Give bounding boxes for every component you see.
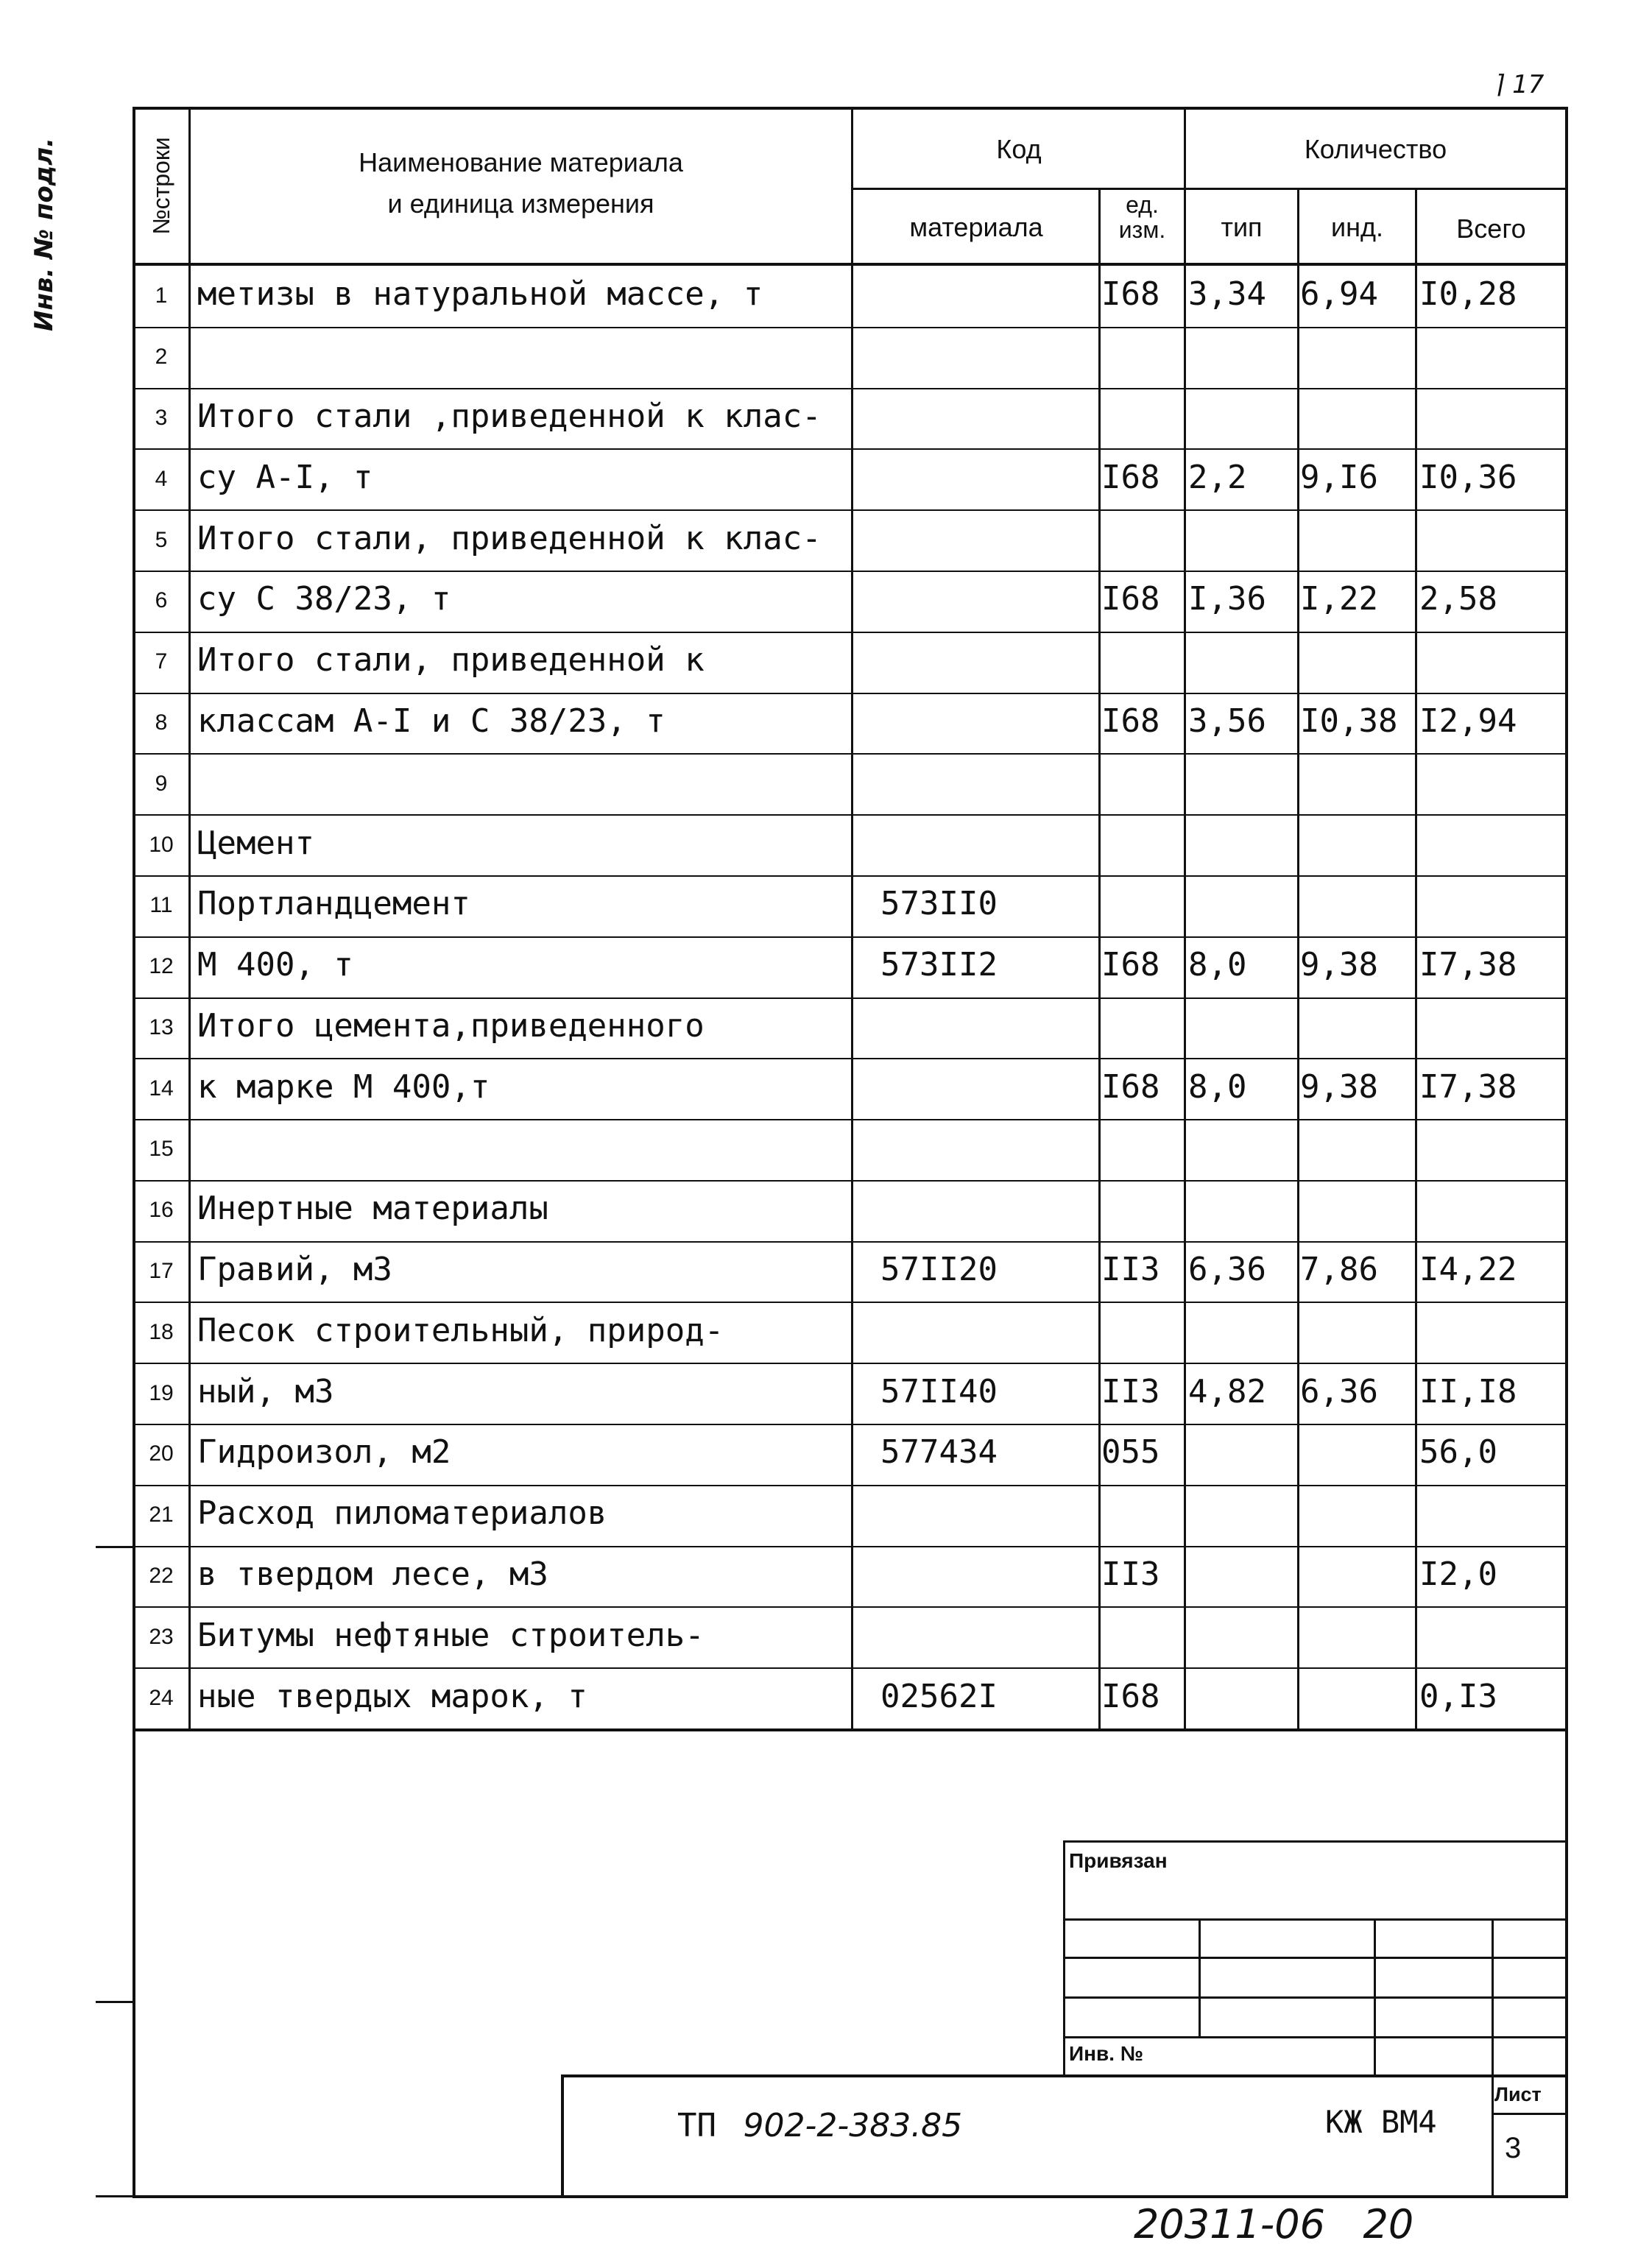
cell-typ: 3,56: [1188, 702, 1266, 740]
row-number: 12: [149, 954, 174, 979]
cell-name: классам А-I и С 38/23, т: [197, 702, 666, 740]
cell-name: Цемент: [197, 824, 314, 862]
row-number: 17: [149, 1259, 174, 1284]
cell-code: 02562I: [880, 1677, 998, 1715]
margin-label: Инв. № подл.: [29, 137, 59, 331]
header-name-line1: Наименование материала: [359, 147, 683, 177]
header-code-group: Код: [996, 134, 1042, 164]
cell-ind: I0,38: [1300, 702, 1398, 740]
cell-unit: I68: [1101, 275, 1160, 314]
cell-total: 56,0: [1419, 1433, 1497, 1472]
cell-typ: 8,0: [1188, 1067, 1247, 1106]
cell-name: к марке М 400,т: [197, 1067, 490, 1106]
cell-ind: 6,36: [1300, 1372, 1378, 1410]
cell-name: метизы в натуральной массе, т: [197, 275, 763, 314]
cell-name: М 400, т: [197, 946, 353, 984]
cell-ind: 7,86: [1300, 1251, 1378, 1289]
cell-total: I2,94: [1419, 702, 1517, 740]
row-number: 8: [155, 710, 168, 735]
header-qty-typ: тип: [1221, 212, 1263, 242]
cell-ind: 6,94: [1300, 275, 1378, 314]
row-number: 14: [149, 1076, 174, 1101]
corner-mark: ⌉ 17: [1494, 70, 1545, 99]
row-number: 15: [149, 1137, 174, 1162]
row-number: 10: [149, 832, 174, 857]
row-number: 7: [155, 649, 168, 674]
cell-typ: 6,36: [1188, 1251, 1266, 1289]
cell-name: Гравий, м3: [197, 1251, 392, 1289]
cell-code: 573II0: [880, 885, 998, 923]
header-name: [191, 147, 850, 219]
cell-unit: I68: [1101, 580, 1160, 618]
header-code-unit-line1: ед.: [1126, 191, 1159, 218]
stamp-doc-code: [677, 2107, 962, 2144]
row-number: 5: [155, 527, 168, 552]
cell-total: 2,58: [1419, 580, 1497, 618]
cell-code: 573II2: [880, 946, 998, 984]
header-qty-ind: инд.: [1331, 212, 1383, 242]
cell-name: Портландцемент: [197, 885, 470, 923]
stamp-privyazan: Привязан: [1069, 1849, 1168, 1872]
cell-unit: I68: [1101, 458, 1160, 496]
header-code-material: материала: [909, 212, 1043, 242]
row-number: 20: [149, 1441, 174, 1466]
header-name-line2: и единица измерения: [387, 188, 654, 219]
header-code-unit-line2: изм.: [1118, 216, 1166, 243]
cell-ind: 9,38: [1300, 1067, 1378, 1106]
row-number: 19: [149, 1380, 174, 1405]
cell-typ: 2,2: [1188, 458, 1247, 496]
row-number: 9: [155, 771, 168, 796]
cell-unit: 055: [1101, 1433, 1160, 1472]
doc-code-prefix: ТП: [677, 2107, 716, 2144]
stamp-sheet-label: Лист: [1494, 2083, 1542, 2105]
header-code-unit: [1101, 193, 1184, 242]
cell-unit: II3: [1101, 1251, 1160, 1289]
cell-code: 57II20: [880, 1251, 998, 1289]
cell-unit: II3: [1101, 1372, 1160, 1410]
cell-name: ный, м3: [197, 1372, 334, 1410]
row-number: 13: [149, 1014, 174, 1039]
header-qty-total: Всего: [1456, 213, 1526, 244]
cell-code: 57II40: [880, 1372, 998, 1410]
cell-unit: I68: [1101, 702, 1160, 740]
cell-unit: II3: [1101, 1555, 1160, 1594]
cell-name: су А-I, т: [197, 458, 373, 496]
row-number: 6: [155, 588, 168, 613]
cell-ind: I,22: [1300, 580, 1378, 618]
row-number: 1: [155, 283, 168, 308]
cell-name: Инертные материалы: [197, 1190, 548, 1228]
cell-name: су С 38/23, т: [197, 580, 451, 618]
row-number: 21: [149, 1502, 174, 1528]
row-number: 16: [149, 1198, 174, 1223]
row-number: 18: [149, 1319, 174, 1344]
cell-total: II,I8: [1419, 1372, 1517, 1410]
cell-unit: I68: [1101, 1677, 1160, 1715]
row-number: 22: [149, 1564, 174, 1589]
cell-name: Итого стали, приведенной к клас-: [197, 519, 822, 557]
cell-typ: 3,34: [1188, 275, 1266, 314]
cell-unit: I68: [1101, 1067, 1160, 1106]
cell-ind: 9,38: [1300, 946, 1378, 984]
cell-name: Битумы нефтяные строитель-: [197, 1616, 705, 1654]
cell-name: ные твердых марок, т: [197, 1677, 587, 1715]
row-number: 2: [155, 345, 168, 370]
header-qty-group: Количество: [1304, 134, 1447, 164]
row-number: 4: [155, 466, 168, 491]
row-number: 11: [149, 893, 173, 918]
cell-code: 577434: [880, 1433, 998, 1472]
cell-total: I7,38: [1419, 946, 1517, 984]
cell-name: Расход пиломатериалов: [197, 1494, 607, 1533]
cell-total: 0,I3: [1419, 1677, 1497, 1715]
cell-name: в твердом лесе, м3: [197, 1555, 548, 1594]
cell-name: Песок строительный, природ-: [197, 1311, 724, 1349]
row-number: 23: [149, 1624, 174, 1649]
cell-unit: I68: [1101, 946, 1160, 984]
cell-typ: 8,0: [1188, 946, 1247, 984]
header-row-no: №строки: [148, 137, 174, 235]
row-number: 3: [155, 405, 168, 430]
cell-name: Итого цемента,приведенного: [197, 1006, 705, 1045]
cell-total: I0,28: [1419, 275, 1517, 314]
cell-ind: 9,I6: [1300, 458, 1378, 496]
cell-name: Итого стали, приведенной к: [197, 641, 705, 679]
cell-typ: I,36: [1188, 580, 1266, 618]
row-number: 24: [149, 1685, 174, 1710]
cell-total: I0,36: [1419, 458, 1517, 496]
stamp-inv-no: Инв. №: [1069, 2042, 1144, 2065]
stamp-mark: КЖ ВМ4: [1325, 2104, 1437, 2140]
cell-name: Итого стали ,приведенной к клас-: [197, 397, 822, 435]
doc-code-number: 902-2-383.85: [743, 2107, 963, 2144]
cell-total: I4,22: [1419, 1251, 1517, 1289]
stamp-sheet-no: 3: [1505, 2132, 1522, 2164]
cell-typ: 4,82: [1188, 1372, 1266, 1410]
cell-total: I7,38: [1419, 1067, 1517, 1106]
footer-number: 20311-06 20: [1134, 2201, 1414, 2247]
cell-name: Гидроизол, м2: [197, 1433, 451, 1472]
cell-total: I2,0: [1419, 1555, 1497, 1594]
